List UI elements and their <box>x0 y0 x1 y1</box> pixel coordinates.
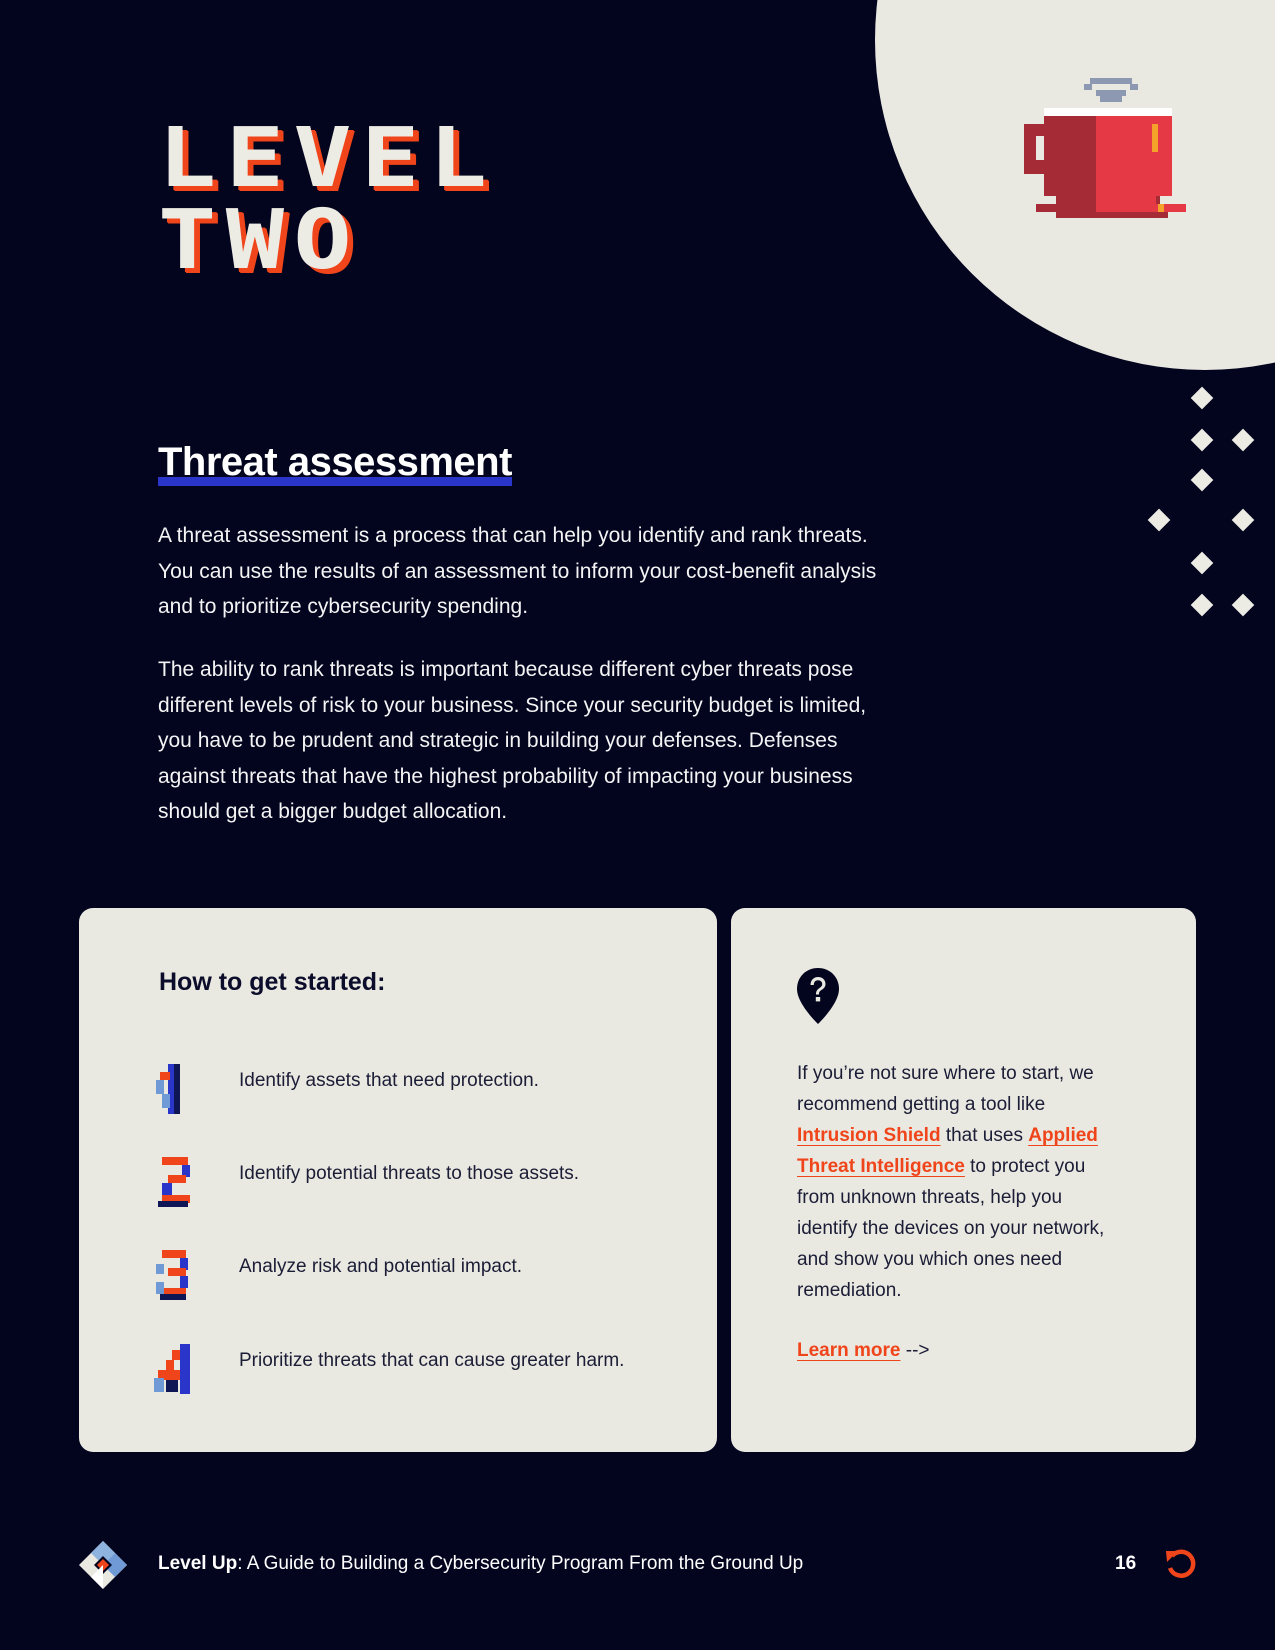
number-1-icon <box>152 1060 196 1120</box>
help-card <box>731 908 1196 1452</box>
step-text: Identify assets that need protection. <box>239 1070 539 1091</box>
step-item <box>79 1060 717 1130</box>
diamond-decoration <box>1191 469 1214 492</box>
diamond-decoration <box>1232 429 1255 452</box>
getting-started-heading: How to get started: <box>159 968 386 996</box>
learn-more-link[interactable]: Learn more <box>797 1340 901 1361</box>
step-item <box>79 1340 717 1410</box>
diamond-decoration <box>1191 552 1214 575</box>
footer-title-bold: Level Up <box>158 1553 238 1574</box>
diamond-decoration <box>1191 387 1214 410</box>
page-number: 16 <box>1115 1553 1137 1574</box>
diamond-decoration <box>1148 509 1171 532</box>
number-2-icon <box>152 1153 196 1213</box>
help-text <box>797 1058 1127 1306</box>
step-item <box>79 1153 717 1223</box>
number-4-icon <box>152 1340 196 1400</box>
learn-more-row <box>797 1340 930 1362</box>
step-text: Identify potential threats to those assets. <box>239 1163 580 1184</box>
level-title <box>158 111 497 288</box>
section-title-text: Threat assessment <box>158 440 512 484</box>
footer-title-rest: : A Guide to Building a Cybersecurity Program From the Ground Up <box>237 1553 804 1574</box>
level-title-line1: LEVEL <box>158 111 497 206</box>
intro-paragraph: A threat assessment is a process that can help you identify and rank threats. You can use the results of an assessment to inform your cost-benefit analysis and to prioritize cybersecurity spending. <box>158 524 877 618</box>
step-text: Analyze risk and potential impact. <box>239 1256 523 1277</box>
step-text: Prioritize threats that can cause greater harm. <box>239 1350 625 1371</box>
help-text-middle: that uses <box>940 1125 1029 1146</box>
ranking-paragraph: The ability to rank threats is important because different cyber threats pose different levels of risk to your business. Since your security budget is limited, you have to be prudent and strategic in building your defenses. Defenses against threats that have the highest probability of impacting your business should get a bigger budget allocation. <box>158 658 867 823</box>
question-pin-icon <box>795 966 841 1026</box>
back-arrow-icon[interactable] <box>1163 1547 1197 1581</box>
applied-threat-intelligence-link[interactable]: Applied Threat Intelligence <box>797 1125 1098 1177</box>
diamond-decoration <box>1232 509 1255 532</box>
step-item <box>79 1246 717 1316</box>
coffee-cup-icon <box>1020 78 1190 220</box>
intrusion-shield-link[interactable]: Intrusion Shield <box>797 1125 941 1146</box>
diamond-decoration <box>1232 594 1255 617</box>
level-title-line2: TWO <box>158 193 362 288</box>
help-text-intro: If you’re not sure where to start, we recommend getting a tool like <box>797 1063 1094 1115</box>
section-title <box>158 440 512 485</box>
footer-title <box>158 1553 803 1575</box>
getting-started-card <box>79 908 717 1452</box>
help-text-outro: to protect you from unknown threats, help you identify the devices on your network, and show you which ones need remediation. <box>797 1156 1105 1301</box>
number-3-icon <box>152 1246 196 1306</box>
brand-logo-icon <box>78 1540 128 1590</box>
diamond-decoration <box>1191 594 1214 617</box>
learn-more-arrow: --> <box>900 1340 930 1361</box>
diamond-decoration <box>1191 429 1214 452</box>
